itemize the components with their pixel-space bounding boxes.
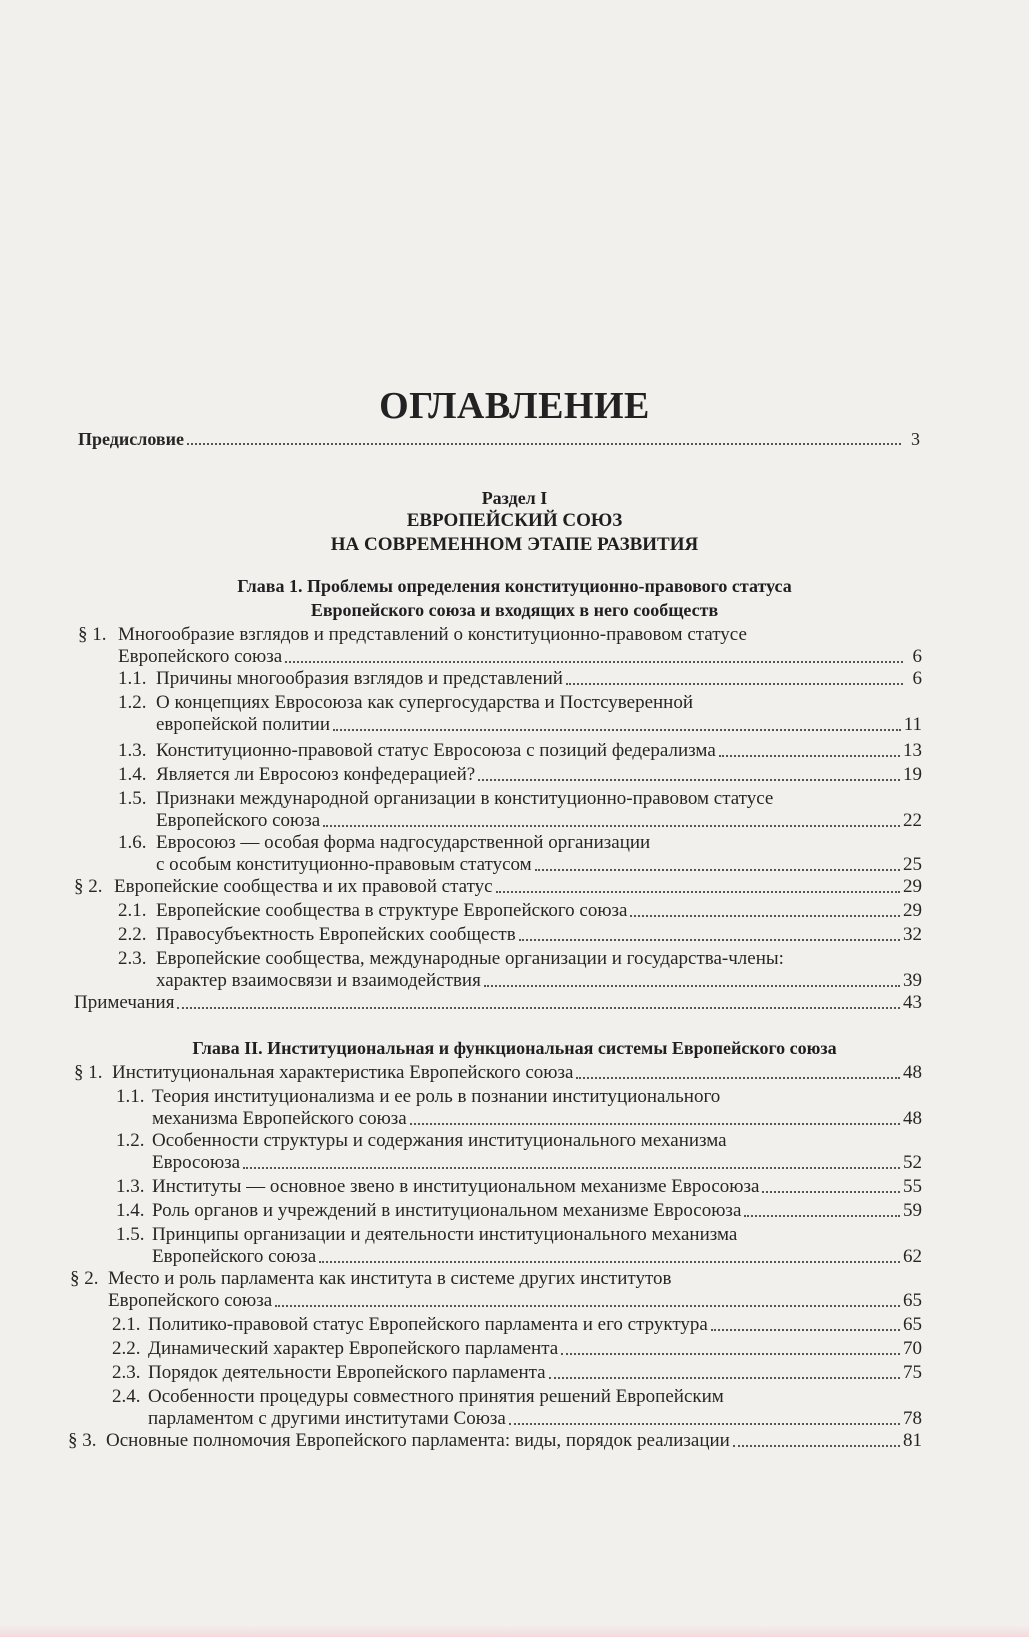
- entry-title-line1: Признаки международной организации в конституционно-правовом статусе: [156, 788, 774, 809]
- entry-title: парламентом с другими институтами Союза: [148, 1408, 506, 1429]
- leader-dots: [519, 938, 900, 941]
- page-number: 65: [903, 1314, 922, 1335]
- chapter-1-title-line2: Европейского союза и входящих в него сообществ: [310, 600, 719, 620]
- toc-entry[interactable]: [118, 948, 922, 992]
- toc-entry[interactable]: [70, 1268, 922, 1312]
- leader-dots: [333, 728, 901, 731]
- entry-number: § 2.: [74, 876, 103, 897]
- toc-entry[interactable]: [118, 924, 922, 946]
- leader-dots: [187, 442, 901, 445]
- entry-title: Является ли Евросоюз конфедерацией?: [156, 764, 476, 785]
- page-number: 70: [903, 1338, 922, 1359]
- toc-entry[interactable]: [116, 1130, 922, 1174]
- page-number: 29: [903, 900, 922, 921]
- entry-number: 2.3.: [118, 948, 147, 969]
- entry-title: Конституционно-правовой статус Евросоюза с позиций федерализма: [156, 740, 716, 761]
- page-number: 6: [912, 668, 922, 689]
- leader-dots: [535, 868, 900, 871]
- toc-entry[interactable]: [74, 876, 922, 898]
- entry-title-line1: Европейские сообщества, международные организации и государства-члены:: [156, 948, 784, 969]
- entry-title: Европейского союза: [118, 646, 283, 667]
- entry-number: 1.5.: [118, 788, 147, 809]
- entry-number: § 3.: [68, 1430, 97, 1451]
- entry-title: механизма Европейского союза: [152, 1108, 407, 1129]
- page-number: 48: [903, 1062, 922, 1083]
- leader-dots: [509, 1422, 900, 1425]
- section-title-line2: НА СОВРЕМЕННОМ ЭТАПЕ РАЗВИТИЯ: [330, 534, 699, 555]
- toc-entry[interactable]: [112, 1386, 922, 1430]
- toc-entry[interactable]: [118, 900, 922, 922]
- entry-number: § 1.: [74, 1062, 103, 1083]
- entry-title: Основные полномочия Европейского парламента: виды, порядок реализации: [106, 1430, 730, 1451]
- toc-entry[interactable]: [116, 1176, 922, 1198]
- entry-number: 1.3.: [116, 1176, 145, 1197]
- entry-number: 2.3.: [112, 1362, 141, 1383]
- page-number: 62: [903, 1246, 922, 1267]
- entry-title: Европейского союза: [156, 810, 321, 831]
- entry-title-line1: Особенности процедуры совместного принятия решений Европейским: [148, 1386, 724, 1407]
- toc-entry-preface[interactable]: [78, 428, 920, 450]
- leader-dots: [561, 1352, 900, 1355]
- toc-entry[interactable]: [116, 1200, 922, 1222]
- page-number: 13: [903, 740, 922, 761]
- section-label: Раздел I: [481, 488, 548, 508]
- entry-number: § 2.: [70, 1268, 99, 1289]
- entry-title: Институты — основное звено в институциональном механизме Евросоюза: [152, 1176, 760, 1197]
- page-number: 25: [903, 854, 922, 875]
- entry-title: Евросоюза: [152, 1152, 241, 1173]
- entry-number: 1.1.: [118, 668, 147, 689]
- toc-entry[interactable]: [112, 1362, 922, 1384]
- page-number: 43: [903, 992, 922, 1013]
- leader-dots: [744, 1214, 900, 1217]
- toc-entry[interactable]: [112, 1314, 922, 1336]
- entry-title-line1: Многообразие взглядов и представлений о конституционно-правовом статусе: [118, 624, 747, 645]
- leader-dots: [719, 754, 900, 757]
- entry-number: 1.1.: [116, 1086, 145, 1107]
- page-number: 48: [903, 1108, 922, 1129]
- entry-title: Примечания: [74, 992, 175, 1013]
- toc-entry[interactable]: [118, 740, 922, 762]
- toc-entry[interactable]: [74, 992, 922, 1014]
- leader-dots: [478, 778, 900, 781]
- toc-entry[interactable]: [78, 624, 922, 668]
- leader-dots: [243, 1166, 900, 1169]
- entry-number: 1.2.: [116, 1130, 145, 1151]
- entry-title: с особым конституционно-правовым статусом: [156, 854, 532, 875]
- entry-title-line1: Место и роль парламента как института в системе других институтов: [108, 1268, 672, 1289]
- preface-label: Предисловие: [78, 429, 184, 449]
- page-number: 81: [903, 1430, 922, 1451]
- page-number: 78: [903, 1408, 922, 1429]
- entry-title: Институциональная характеристика Европейского союза: [112, 1062, 574, 1083]
- toc-entry[interactable]: [116, 1224, 922, 1268]
- leader-dots: [285, 660, 903, 663]
- leader-dots: [711, 1328, 900, 1331]
- leader-dots: [549, 1376, 900, 1379]
- leader-dots: [410, 1122, 900, 1125]
- page-number: 39: [903, 970, 922, 991]
- toc-entry[interactable]: [118, 832, 922, 876]
- entry-number: 2.2.: [112, 1338, 141, 1359]
- entry-number: 1.4.: [116, 1200, 145, 1221]
- leader-dots: [566, 682, 903, 685]
- page-edge: [0, 1625, 1029, 1637]
- page-number: 59: [903, 1200, 922, 1221]
- toc-entry[interactable]: [116, 1086, 922, 1130]
- entry-number: 2.4.: [112, 1386, 141, 1407]
- entry-number: 2.1.: [112, 1314, 141, 1335]
- entry-title-line1: Евросоюз — особая форма надгосударственной организации: [156, 832, 651, 853]
- toc-entry[interactable]: [112, 1338, 922, 1360]
- entry-number: 2.1.: [118, 900, 147, 921]
- section-title-line1: ЕВРОПЕЙСКИЙ СОЮЗ: [406, 510, 623, 531]
- leader-dots: [275, 1304, 900, 1307]
- toc-entry[interactable]: [118, 788, 922, 832]
- page-number: 19: [903, 764, 922, 785]
- entry-title: Европейского союза: [108, 1290, 273, 1311]
- entry-title: Роль органов и учреждений в институциональном механизме Евросоюза: [152, 1200, 742, 1221]
- entry-title: Европейские сообщества и их правовой статус: [114, 876, 493, 897]
- chapter-2-title: Глава II. Институциональная и функциональная системы Европейского союза: [192, 1038, 837, 1058]
- leader-dots: [630, 914, 900, 917]
- entry-number: 1.2.: [118, 692, 147, 713]
- toc-entry[interactable]: [74, 1062, 922, 1084]
- page-number: 55: [903, 1176, 922, 1197]
- leader-dots: [323, 824, 900, 827]
- entry-number: 1.6.: [118, 832, 147, 853]
- entry-number: § 1.: [78, 624, 107, 645]
- entry-number: 2.2.: [118, 924, 147, 945]
- entry-title-line1: Принципы организации и деятельности институционального механизма: [152, 1224, 738, 1245]
- page-number: 75: [903, 1362, 922, 1383]
- page-number: 29: [903, 876, 922, 897]
- entry-title-line1: Особенности структуры и содержания институционального механизма: [152, 1130, 727, 1151]
- entry-title: Политико-правовой статус Европейского парламента и его структура: [148, 1314, 708, 1335]
- leader-dots: [733, 1444, 900, 1447]
- leader-dots: [484, 984, 900, 987]
- entry-title: Европейские сообщества в структуре Европейского союза: [156, 900, 628, 921]
- toc-entry[interactable]: [118, 668, 922, 690]
- entry-title-line1: О концепциях Евросоюза как супергосударства и Постсуверенной: [156, 692, 694, 713]
- entry-title-line1: Теория институционализма и ее роль в познании институционального: [152, 1086, 721, 1107]
- entry-title: Правосубъектность Европейских сообществ: [156, 924, 516, 945]
- leader-dots: [576, 1076, 900, 1079]
- entry-title: характер взаимосвязи и взаимодействия: [156, 970, 481, 991]
- page-number: 52: [903, 1152, 922, 1173]
- page-number: 3: [911, 429, 920, 449]
- toc-entry[interactable]: [118, 692, 922, 736]
- page-number: 22: [903, 810, 922, 831]
- entry-title: Динамический характер Европейского парламента: [148, 1338, 559, 1359]
- leader-dots: [496, 890, 900, 893]
- entry-number: 1.3.: [118, 740, 147, 761]
- entry-number: 1.4.: [118, 764, 147, 785]
- leader-dots: [762, 1190, 900, 1193]
- page-title: ОГЛАВЛЕНИЕ: [379, 385, 650, 427]
- entry-title: европейской политии: [156, 714, 330, 735]
- toc-entry[interactable]: [68, 1430, 922, 1452]
- page-number: 6: [912, 646, 922, 667]
- leader-dots: [177, 1006, 900, 1009]
- entry-number: 1.5.: [116, 1224, 145, 1245]
- page-number: 11: [903, 714, 922, 735]
- leader-dots: [319, 1260, 900, 1263]
- entry-title: Европейского союза: [152, 1246, 317, 1267]
- page-number: 65: [903, 1290, 922, 1311]
- entry-title: Порядок деятельности Европейского парламента: [148, 1362, 546, 1383]
- chapter-1-title-line1: Глава 1. Проблемы определения конституционно-правового статуса: [237, 576, 792, 596]
- entry-title: Причины многообразия взглядов и представлений: [156, 668, 563, 689]
- toc-entry[interactable]: [118, 764, 922, 786]
- page-number: 32: [903, 924, 922, 945]
